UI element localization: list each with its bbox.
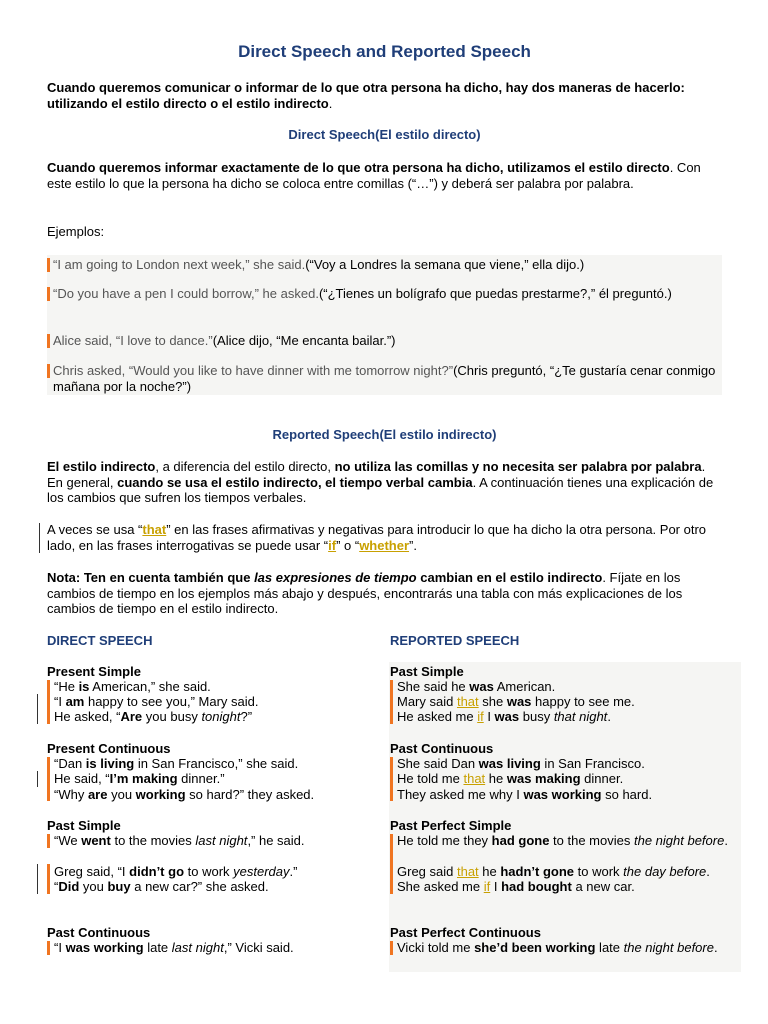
accent-bar — [47, 941, 50, 955]
direct-example: “I was working late last night,” Vicki said. — [54, 940, 294, 955]
direct-example: “We went to the movies last night,” he said. — [54, 833, 305, 848]
margin-line — [39, 523, 40, 553]
direct-example: “I am happy to see you,” Mary said. — [54, 694, 259, 709]
accent-bar — [390, 680, 393, 724]
accent-bar — [47, 757, 50, 801]
reported-example: She said Dan was living in San Francisco. — [397, 756, 645, 771]
margin-line — [37, 694, 38, 724]
accent-bar — [390, 834, 393, 894]
direct-tense-past-simple: Past Simple — [47, 818, 121, 833]
direct-tense-present-continuous: Present Continuous — [47, 741, 171, 756]
reported-example: He asked me if I was busy that night. — [397, 709, 611, 724]
example-2: “Do you have a pen I could borrow,” he asked.(“¿Tienes un bolígrafo que puedas prestarme?,” él preguntó.) — [53, 286, 721, 302]
accent-bar — [47, 834, 50, 848]
direct-speech-paragraph: Cuando queremos informar exactamente de lo que otra persona ha dicho, utilizamos el estilo directo. Con este estilo lo que la persona ha dicho se coloca entre comillas (“…”) y deberá ser palabra por palabra. — [47, 160, 701, 191]
that-if-paragraph: A veces se usa “that” en las frases afirmativas y negativas para introducir lo que ha dicho la otra persona. Por otro lado, en las frases interrogativas se puede usar “if” o “whether”. — [47, 522, 707, 553]
reported-tense-past-continuous: Past Continuous — [390, 741, 494, 756]
reported-example: She said he was American. — [397, 679, 556, 694]
reported-example: Vicki told me she’d been working late the night before. — [397, 940, 718, 955]
direct-example: “He is American,” she said. — [54, 679, 211, 694]
direct-example: He asked, “Are you busy tonight?” — [54, 709, 253, 724]
direct-tense-past-continuous: Past Continuous — [47, 925, 151, 940]
reported-tense-past-perfect-simple: Past Perfect Simple — [390, 818, 512, 833]
intro-paragraph: Cuando queremos comunicar o informar de lo que otra persona ha dicho, hay dos maneras de hacerlo: utilizando el estilo directo o el estilo indirecto. — [47, 80, 685, 111]
direct-speech-column-head: DIRECT SPEECH — [47, 633, 153, 648]
reported-example: They asked me why I was working so hard. — [397, 787, 653, 802]
reported-example: He told me they had gone to the movies the night before. — [397, 833, 728, 848]
direct-tense-present-simple: Present Simple — [47, 664, 141, 679]
examples-label: Ejemplos: — [47, 224, 105, 239]
example-4: Chris asked, “Would you like to have dinner with me tomorrow night?”(Chris preguntó, “¿Te gustaría cenar conmigo mañana por la noche?”) — [53, 363, 721, 394]
direct-example: Greg said, “I didn’t go to work yesterday.” — [54, 864, 298, 879]
accent-bar — [390, 941, 393, 955]
page-title: Direct Speech and Reported Speech — [238, 42, 531, 61]
reported-tense-past-perfect-continuous: Past Perfect Continuous — [390, 925, 541, 940]
direct-example: “Why are you working so hard?” they asked. — [54, 787, 315, 802]
reported-speech-heading: Reported Speech(El estilo indirecto) — [272, 427, 497, 442]
reported-speech-column-head: REPORTED SPEECH — [390, 633, 520, 648]
reported-speech-paragraph: El estilo indirecto, a diferencia del estilo directo, no utiliza las comillas y no necesita ser palabra por palabra. En general, cuando se usa el estilo indirecto, el tiempo verbal cambia. A continuación tienes una explicación de los cambios que sufren los tiempos verbales. — [47, 459, 714, 505]
margin-line — [37, 864, 38, 894]
example-1: “I am going to London next week,” she said.(“Voy a Londres la semana que viene,” ella dijo.) — [53, 257, 721, 273]
examples-box — [47, 255, 722, 395]
reported-example: She asked me if I had bought a new car. — [397, 879, 635, 894]
direct-example: He said, “I’m making dinner.” — [54, 771, 225, 786]
direct-speech-heading: Direct Speech(El estilo directo) — [288, 127, 481, 142]
example-3: Alice said, “I love to dance.”(Alice dijo, “Me encanta bailar.”) — [53, 333, 721, 349]
note-paragraph: Nota: Ten en cuenta también que las expresiones de tiempo cambian en el estilo indirecto. Fíjate en los cambios de tiempo en los ejemplos más abajo y después, encontrarás una tabla con más explicaciones de los cambios de tiempo en el estilo indirecto. — [47, 570, 683, 616]
direct-example: “Dan is living in San Francisco,” she said. — [54, 756, 299, 771]
direct-example: “Did you buy a new car?” she asked. — [54, 879, 269, 894]
reported-example: He told me that he was making dinner. — [397, 771, 624, 786]
reported-tense-past-simple: Past Simple — [390, 664, 464, 679]
accent-bar — [47, 864, 50, 894]
accent-bar — [47, 680, 50, 724]
reported-example: Greg said that he hadn’t gone to work the day before. — [397, 864, 710, 879]
accent-bar — [390, 757, 393, 801]
reported-example: Mary said that she was happy to see me. — [397, 694, 635, 709]
margin-line — [37, 771, 38, 787]
